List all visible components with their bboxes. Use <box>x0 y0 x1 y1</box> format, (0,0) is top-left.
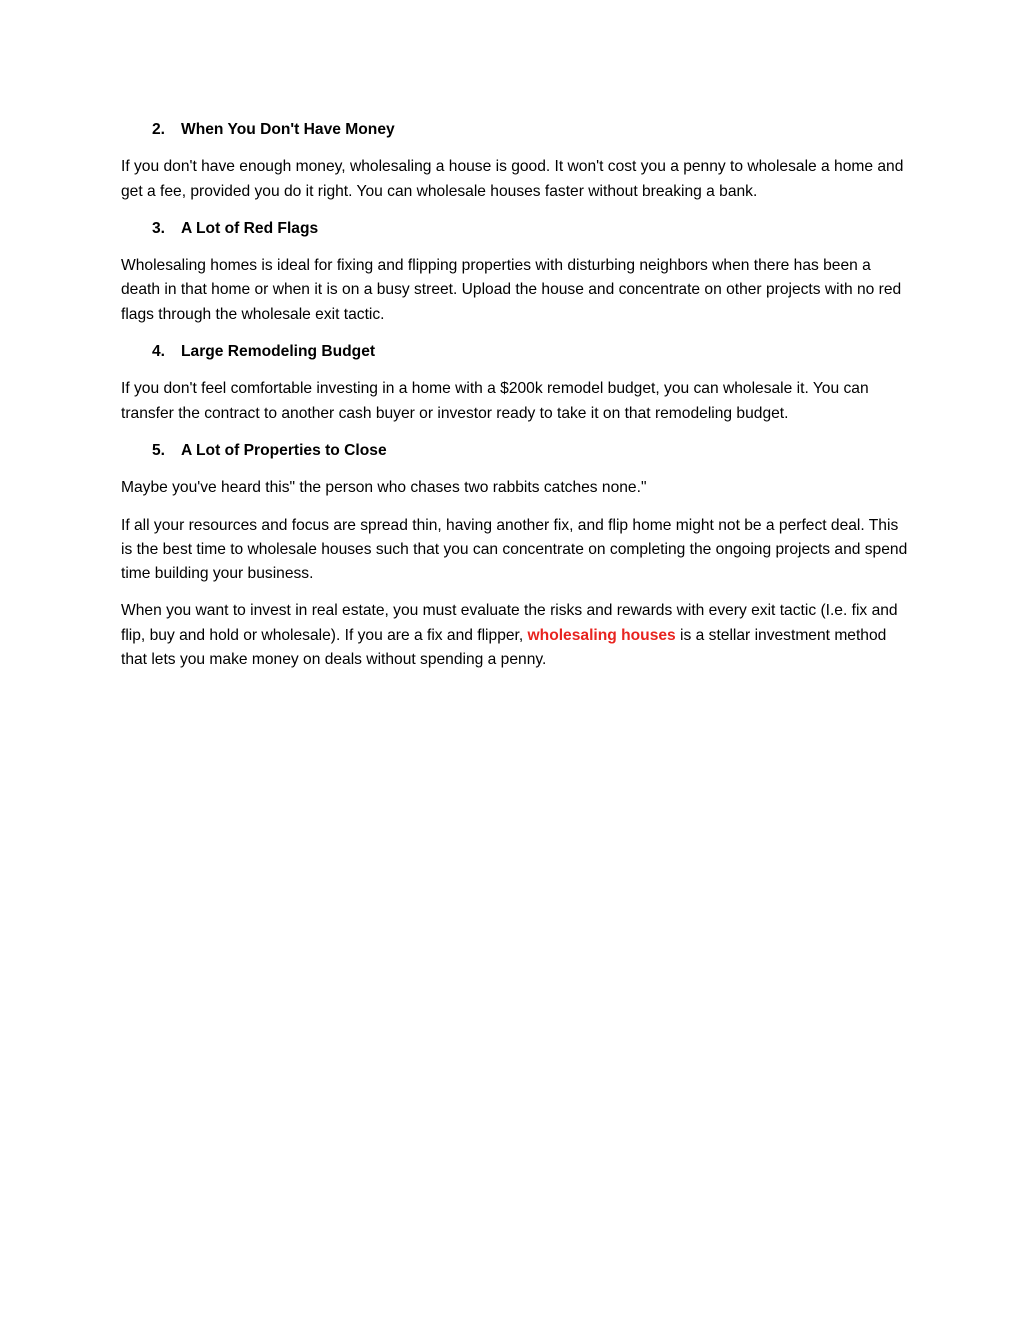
closing-text-after-link: is a stellar investment method that lets you make money on deals without spending a penny. <box>121 626 887 669</box>
section-heading-2 <box>121 118 911 142</box>
section-title: Large Remodeling Budget <box>181 343 376 361</box>
section-heading-3 <box>121 217 911 241</box>
section-heading-5 <box>121 439 911 463</box>
section-title: A Lot of Properties to Close <box>181 441 387 459</box>
body-paragraph: Wholesaling homes is ideal for fixing and flipping properties with disturbing neighbors when there has been a death in that home or when it is on a busy street. Upload the house and concentrate on other projects with no red flags through the wholesale exit tactic. <box>121 257 902 323</box>
section-number: 4. <box>152 343 166 361</box>
document-page <box>121 118 911 685</box>
section-title: When You Don't Have Money <box>181 121 395 138</box>
wholesaling-houses-link[interactable]: wholesaling houses <box>527 626 676 644</box>
section-number: 5. <box>152 441 166 459</box>
body-paragraph: If you don't feel comfortable investing in a home with a $200k remodel budget, you can wholesale it. You can transfer the contract to another cash buyer or investor ready to take it on that remodeling budget. <box>121 380 869 422</box>
body-paragraph: Maybe you've heard this" the person who chases two rabbits catches none." <box>121 479 647 497</box>
section-heading-4 <box>121 340 911 364</box>
body-paragraph: If all your resources and focus are spread thin, having another fix, and flip home might not be a perfect deal. This is the best time to wholesale houses such that you can concentrate on completing the ongoing projects and spend time building your business. <box>121 516 908 583</box>
closing-paragraph <box>121 599 911 672</box>
section-number: 2. <box>152 121 166 138</box>
closing-text-before-link: When you want to invest in real estate, you must evaluate the risks and rewards with every exit tactic (I.e. fix and flip, buy and hold or wholesale). If you are a fix and flipper, <box>121 602 898 644</box>
section-title: A Lot of Red Flags <box>181 219 319 237</box>
section-number: 3. <box>152 219 166 237</box>
body-paragraph: If you don't have enough money, wholesaling a house is good. It won't cost you a penny to wholesale a home and get a fee, provided you do it right. You can wholesale houses faster without breaking a bank. <box>121 158 904 200</box>
